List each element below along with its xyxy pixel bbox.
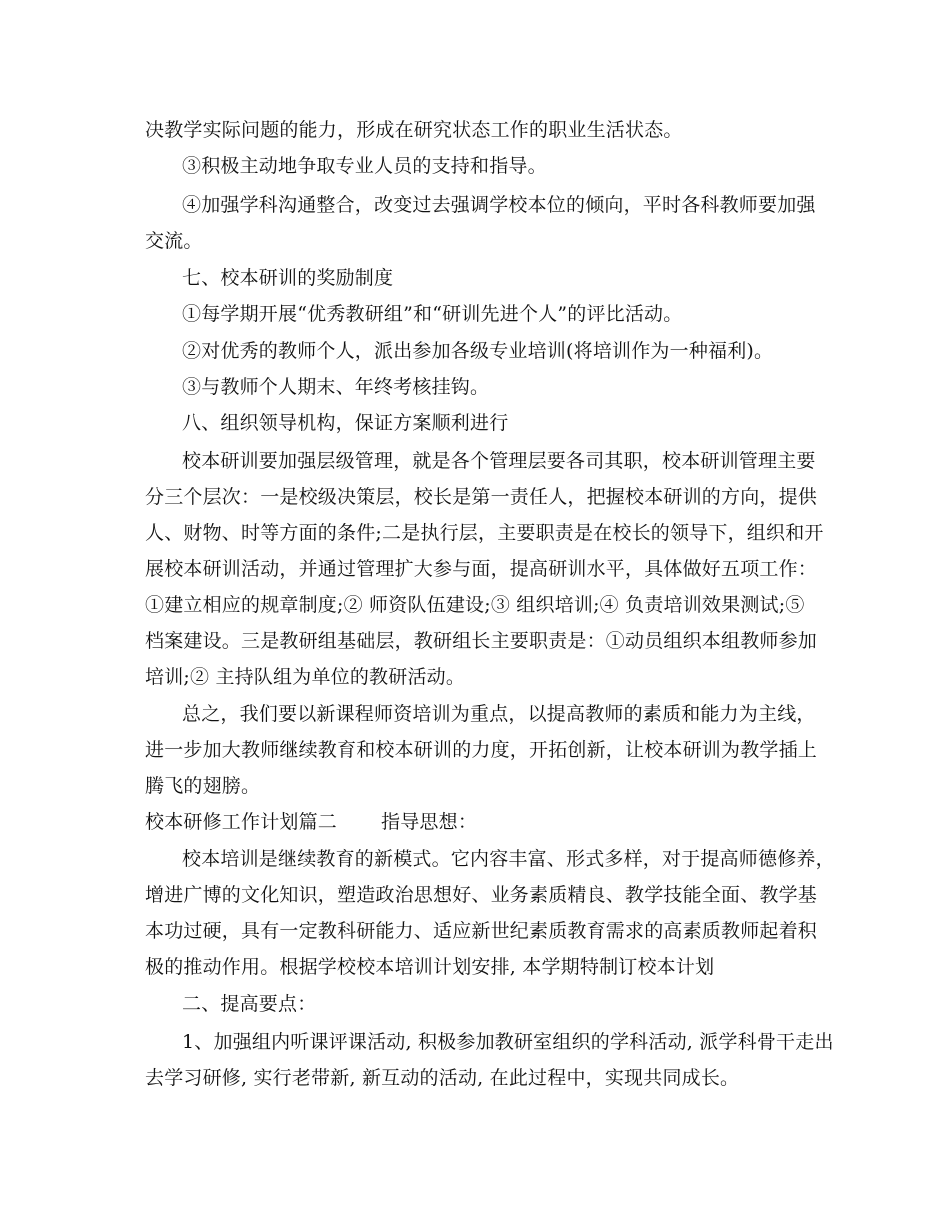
text-line: ①每学期开展“优秀教研组”和“研训先进个人”的评比活动。 (182, 303, 683, 325)
text-line: 本功过硬，具有一定教科研能力、适应新世纪素质教育需求的高素质教师起着积 (145, 920, 818, 942)
text-line: 总之，我们要以新课程师资培训为重点，以提高教师的素质和能力为主线， (182, 703, 816, 725)
text-line: ③积极主动地争取专业人员的支持和指导。 (182, 155, 547, 177)
text-line: 校本研训要加强层级管理，就是各个管理层要各司其职，校本研训管理主要 (182, 450, 816, 472)
text-line: 去学习研修, 实行老带新, 新互动的活动, 在此过程中，实现共同成长。 (145, 1067, 740, 1089)
text-line: 进一步加大教师继续教育和校本研训的力度，开拓创新，让校本研训为教学插上 (145, 739, 818, 761)
text-line: 决教学实际问题的能力，形成在研究状态工作的职业生活状态。 (145, 119, 683, 141)
article-heading (145, 810, 815, 834)
text-line: 展校本研训活动，并通过管理扩大参与面，提高研训水平，具体做好五项工作： (145, 558, 818, 580)
text-line: ②对优秀的教师个人，派出参加各级专业培训(将培训作为一种福利)。 (182, 340, 774, 362)
text-line: ①建立相应的规章制度;② 师资队伍建设;③ 组织培训;④ 负责培训效果测试;⑤ (145, 594, 805, 616)
text-line: 培训;② 主持队组为单位的教研活动。 (145, 666, 466, 688)
text-line: ③与教师个人期末、年终考核挂钩。 (182, 376, 490, 398)
text-line: 人、财物、时等方面的条件;二是执行层，主要职责是在校长的领导下，组织和开 (145, 522, 824, 544)
text-line: 校本培训是继续教育的新模式。它内容丰富、形式多样，对于提高师德修养， (182, 848, 835, 870)
section-heading: 八、组织领导机构，保证方案顺利进行 (182, 412, 509, 434)
text-line: ④加强学科沟通整合，改变过去强调学校本位的倾向，平时各科教师要加强 (182, 194, 816, 216)
text-line: 档案建设。三是教研组基础层，教研组长主要职责是：①动员组织本组教师参加 (145, 630, 818, 652)
article-title: 校本研修工作计划篇二 (145, 811, 338, 833)
section-heading: 二、提高要点： (182, 993, 317, 1015)
text-line: 交流。 (145, 230, 203, 252)
text-line: 增进广博的文化知识，塑造政治思想好、业务素质精良、教学技能全面、教学基 (145, 884, 818, 906)
text-line: 极的推动作用。根据学校校本培训计划安排, 本学期特制订校本计划 (145, 956, 715, 978)
text-line: 腾飞的翅膀。 (145, 775, 261, 797)
section-heading: 七、校本研训的奖励制度 (182, 267, 394, 289)
guiding-ideology-label: 指导思想： (381, 811, 478, 833)
text-line: 1、加强组内听课评课活动, 积极参加教研室组织的学科活动, 派学科骨干走出 (182, 1031, 834, 1053)
text-line: 分三个层次：一是校级决策层，校长是第一责任人，把握校本研训的方向，提供 (145, 486, 818, 508)
